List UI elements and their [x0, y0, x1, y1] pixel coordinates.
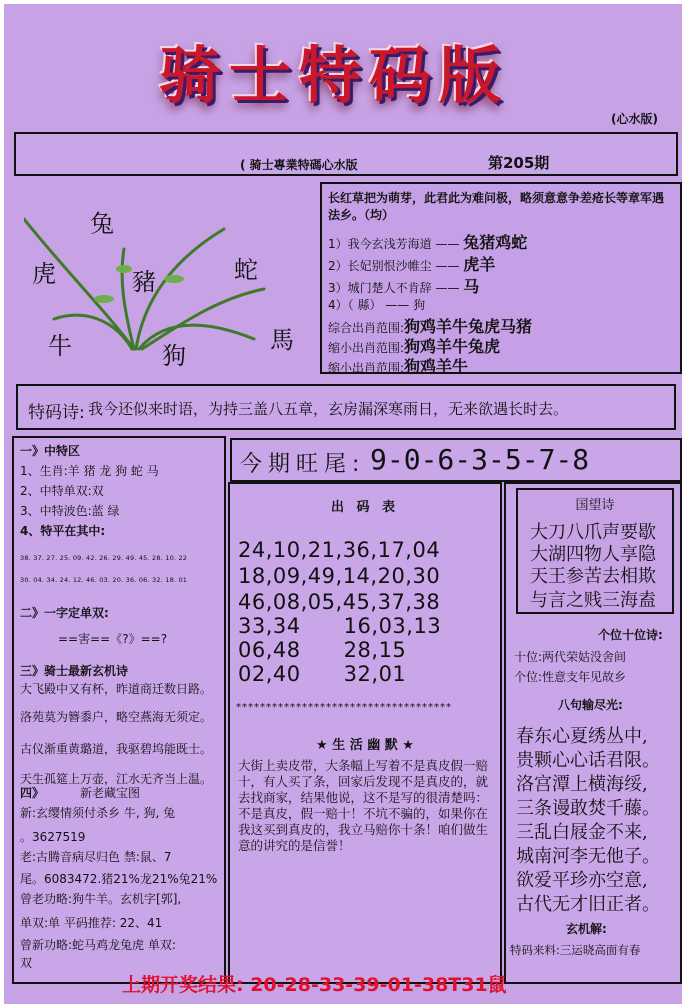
- digits-poem-line-1: 十位:两代荣姑没舍间: [514, 650, 627, 664]
- number-row-6: 02,40 32,01: [238, 662, 407, 686]
- s4-line-6: 单双:单 平码推荐: 22、41: [20, 916, 163, 930]
- number-table: [228, 482, 502, 984]
- riddle-block: [320, 182, 682, 374]
- eight-line-6: 城南河李无他子。: [516, 846, 660, 867]
- number-row-5: 06,48 28,15: [238, 638, 407, 662]
- eight-line-7: 欲爱平珍亦空意,: [516, 870, 648, 891]
- lucky-tail-bar: [230, 438, 682, 482]
- guowang-poem-line-4: 与言之贱三海盍: [530, 590, 656, 611]
- star-divider: ************************************: [236, 702, 452, 713]
- riddle-range-1: 综合出肖范围:狗鸡羊牛兔虎马猪: [328, 317, 533, 336]
- s4-line-7: 曾新功略:蛇马鸡龙兔虎 单双:: [20, 938, 176, 952]
- right-column: [504, 482, 682, 984]
- special-poem-text: 我今还似来时语，为持三盖八五章，玄房漏深寒雨日，无来欲遇长时去。: [88, 400, 569, 418]
- digits-poem-line-2: 个位:性意支年见故乡: [514, 670, 627, 684]
- riddle-line-2: 2）长妃别恨沙帷尘 —— 虎羊: [328, 255, 496, 274]
- section-3-title: 三》骑士最新玄机诗: [20, 664, 129, 678]
- joke-text: 大街上卖皮带，大条幅上写着不是真皮假一赔十，有人买了条，回家后发现不是真皮的，就去找商家，结果他说，这不是写的很清楚吗：不是真皮，假一赔十！不坑不骗的，如果你在我这买到真皮的，我立马赔你十条！咱们做生意的讲究的是信誉！: [238, 758, 489, 853]
- s3-line-4: 天生孤筵上万壶，江水无齐当上温。: [20, 772, 213, 786]
- zodiac-horse: 馬: [270, 326, 294, 354]
- jixuan-text: 特码来料:三运晓高面有春: [510, 943, 641, 957]
- s1-item-1: 1、生肖:羊 猪 龙 狗 蛇 马: [20, 464, 159, 478]
- s3-line-2: 洛苑莫为簪黍户，略空燕海无须定。: [20, 710, 213, 724]
- s1-item-3: 3、中特波色:蓝 绿: [20, 504, 120, 518]
- joke-title: ★ 生 活 幽 默 ★: [316, 738, 414, 753]
- zodiac-pig: 豬: [132, 268, 156, 296]
- number-table-heading: 出 码 表: [330, 500, 400, 515]
- s4-line-5: 曾老功略:狗牛羊。玄机字[郭],: [20, 892, 182, 906]
- special-poem-label: 特码诗:: [28, 403, 85, 423]
- eight-line-1: 春东心夏绣丛中,: [516, 726, 648, 747]
- s4-subtitle: 新老藏宝图: [80, 786, 141, 800]
- s2-text: ==害==《?》==?: [58, 632, 168, 646]
- riddle-range-2: 缩小出肖范围:狗鸡羊牛兔虎: [328, 337, 501, 356]
- eight-line-8: 古代无才旧正者。: [516, 894, 660, 915]
- section-4-title: 四》: [20, 786, 45, 800]
- zodiac-tiger: 虎: [32, 260, 56, 288]
- number-row-4: 33,34 16,03,13: [238, 614, 442, 638]
- riddle-line-1: 1）我今玄浅芳海道 —— 兔猪鸡蛇: [328, 233, 528, 252]
- riddle-intro: 长红草把为萌芽，此君此为难问极，略须意意争差疮长等章军遇法乡。（均）: [328, 191, 665, 222]
- number-row-2: 18,09,49,14,20,30: [238, 564, 441, 588]
- s3-line-3: 古仪渐重黄璐道，我驱碧坞能既士。: [20, 742, 213, 756]
- issue-slogan: ( 骑士專業特碼心水版: [240, 158, 358, 172]
- s3-line-1: 大飞殿中又有杯，昨道商迁数日路。: [20, 682, 213, 696]
- guowang-poem-title: 国望诗: [575, 498, 615, 513]
- zodiac-rabbit: 兔: [90, 210, 114, 238]
- jixuan-title: 玄机解:: [566, 922, 607, 936]
- eight-line-3: 洛宫潭上横海绥,: [516, 774, 648, 795]
- zodiac-dog: 狗: [162, 342, 186, 370]
- issue-number: 第205期: [488, 154, 550, 172]
- left-column: [12, 436, 226, 984]
- number-row-3: 46,08,05,45,37,38: [238, 590, 441, 614]
- s1-item-4: 4、特平在其中:: [20, 524, 106, 538]
- masthead-title: 骑士特码版: [158, 39, 509, 112]
- lucky-tail-value: 9-0-6-3-5-7-8: [370, 443, 590, 476]
- lucky-tail-label: 今期旺尾:: [240, 452, 366, 477]
- section-2-title: 二》一字定单双:: [20, 606, 109, 620]
- guowang-poem-line-1: 大刀八爪声要歇: [530, 522, 656, 543]
- zodiac-snake: 蛇: [234, 256, 258, 284]
- digits-poem-title: 个位十位诗:: [598, 628, 663, 642]
- guowang-poem-line-2: 大湖四物人享隐: [530, 544, 656, 565]
- s4-line-1: 新:玄缨情须付杀乡 牛, 狗, 兔: [20, 806, 176, 820]
- eight-line-4: 三条谩敢焚千藤。: [516, 798, 660, 819]
- zodiac-ox: 牛: [48, 332, 72, 360]
- riddle-line-3: 3）城门楚人不肯辞 —— 马: [328, 277, 480, 296]
- s4-line-2: 。3627519: [20, 830, 86, 844]
- s4-line-8: 双: [20, 956, 33, 970]
- guowang-poem-box: [516, 488, 674, 614]
- page: [4, 4, 682, 1004]
- s4-line-3: 老:古腾音病尽归色 禁:鼠、7: [20, 850, 172, 864]
- s4-line-4: 尾。6083472.猪21%龙21%兔21%: [20, 872, 218, 886]
- riddle-line-4: 4）（ 縣） —— 狗: [328, 298, 426, 312]
- edition-label: (心水版): [611, 112, 658, 126]
- riddle-range-3: 缩小出肖范围:狗鸡羊牛: [328, 357, 469, 376]
- issue-bar: [14, 132, 678, 176]
- last-draw-result: 上期开奖结果: 20-28-33-39-01-38T31鼠: [122, 974, 507, 996]
- eight-line-2: 贵颗心心话君限。: [516, 750, 660, 771]
- guowang-poem-line-3: 天王参苦去相欺: [530, 566, 656, 587]
- s1-numbers-row-1: 38. 37. 27. 25. 09. 42. 26. 29. 49. 45. 28. 10. 22: [20, 554, 188, 562]
- eight-line-5: 三乱白屐金不来,: [516, 822, 648, 843]
- section-1-title: 一》中特区: [20, 444, 81, 458]
- s1-numbers-row-2: 30. 04. 34. 24. 12. 46. 03. 20. 36. 06. 32. 18. 01: [20, 576, 188, 584]
- eight-lines-title: 八句输尽光:: [558, 698, 623, 712]
- s1-item-2: 2、中特单双:双: [20, 484, 104, 498]
- number-row-1: 24,10,21,36,17,04: [238, 538, 441, 562]
- special-poem-bar: [16, 384, 676, 430]
